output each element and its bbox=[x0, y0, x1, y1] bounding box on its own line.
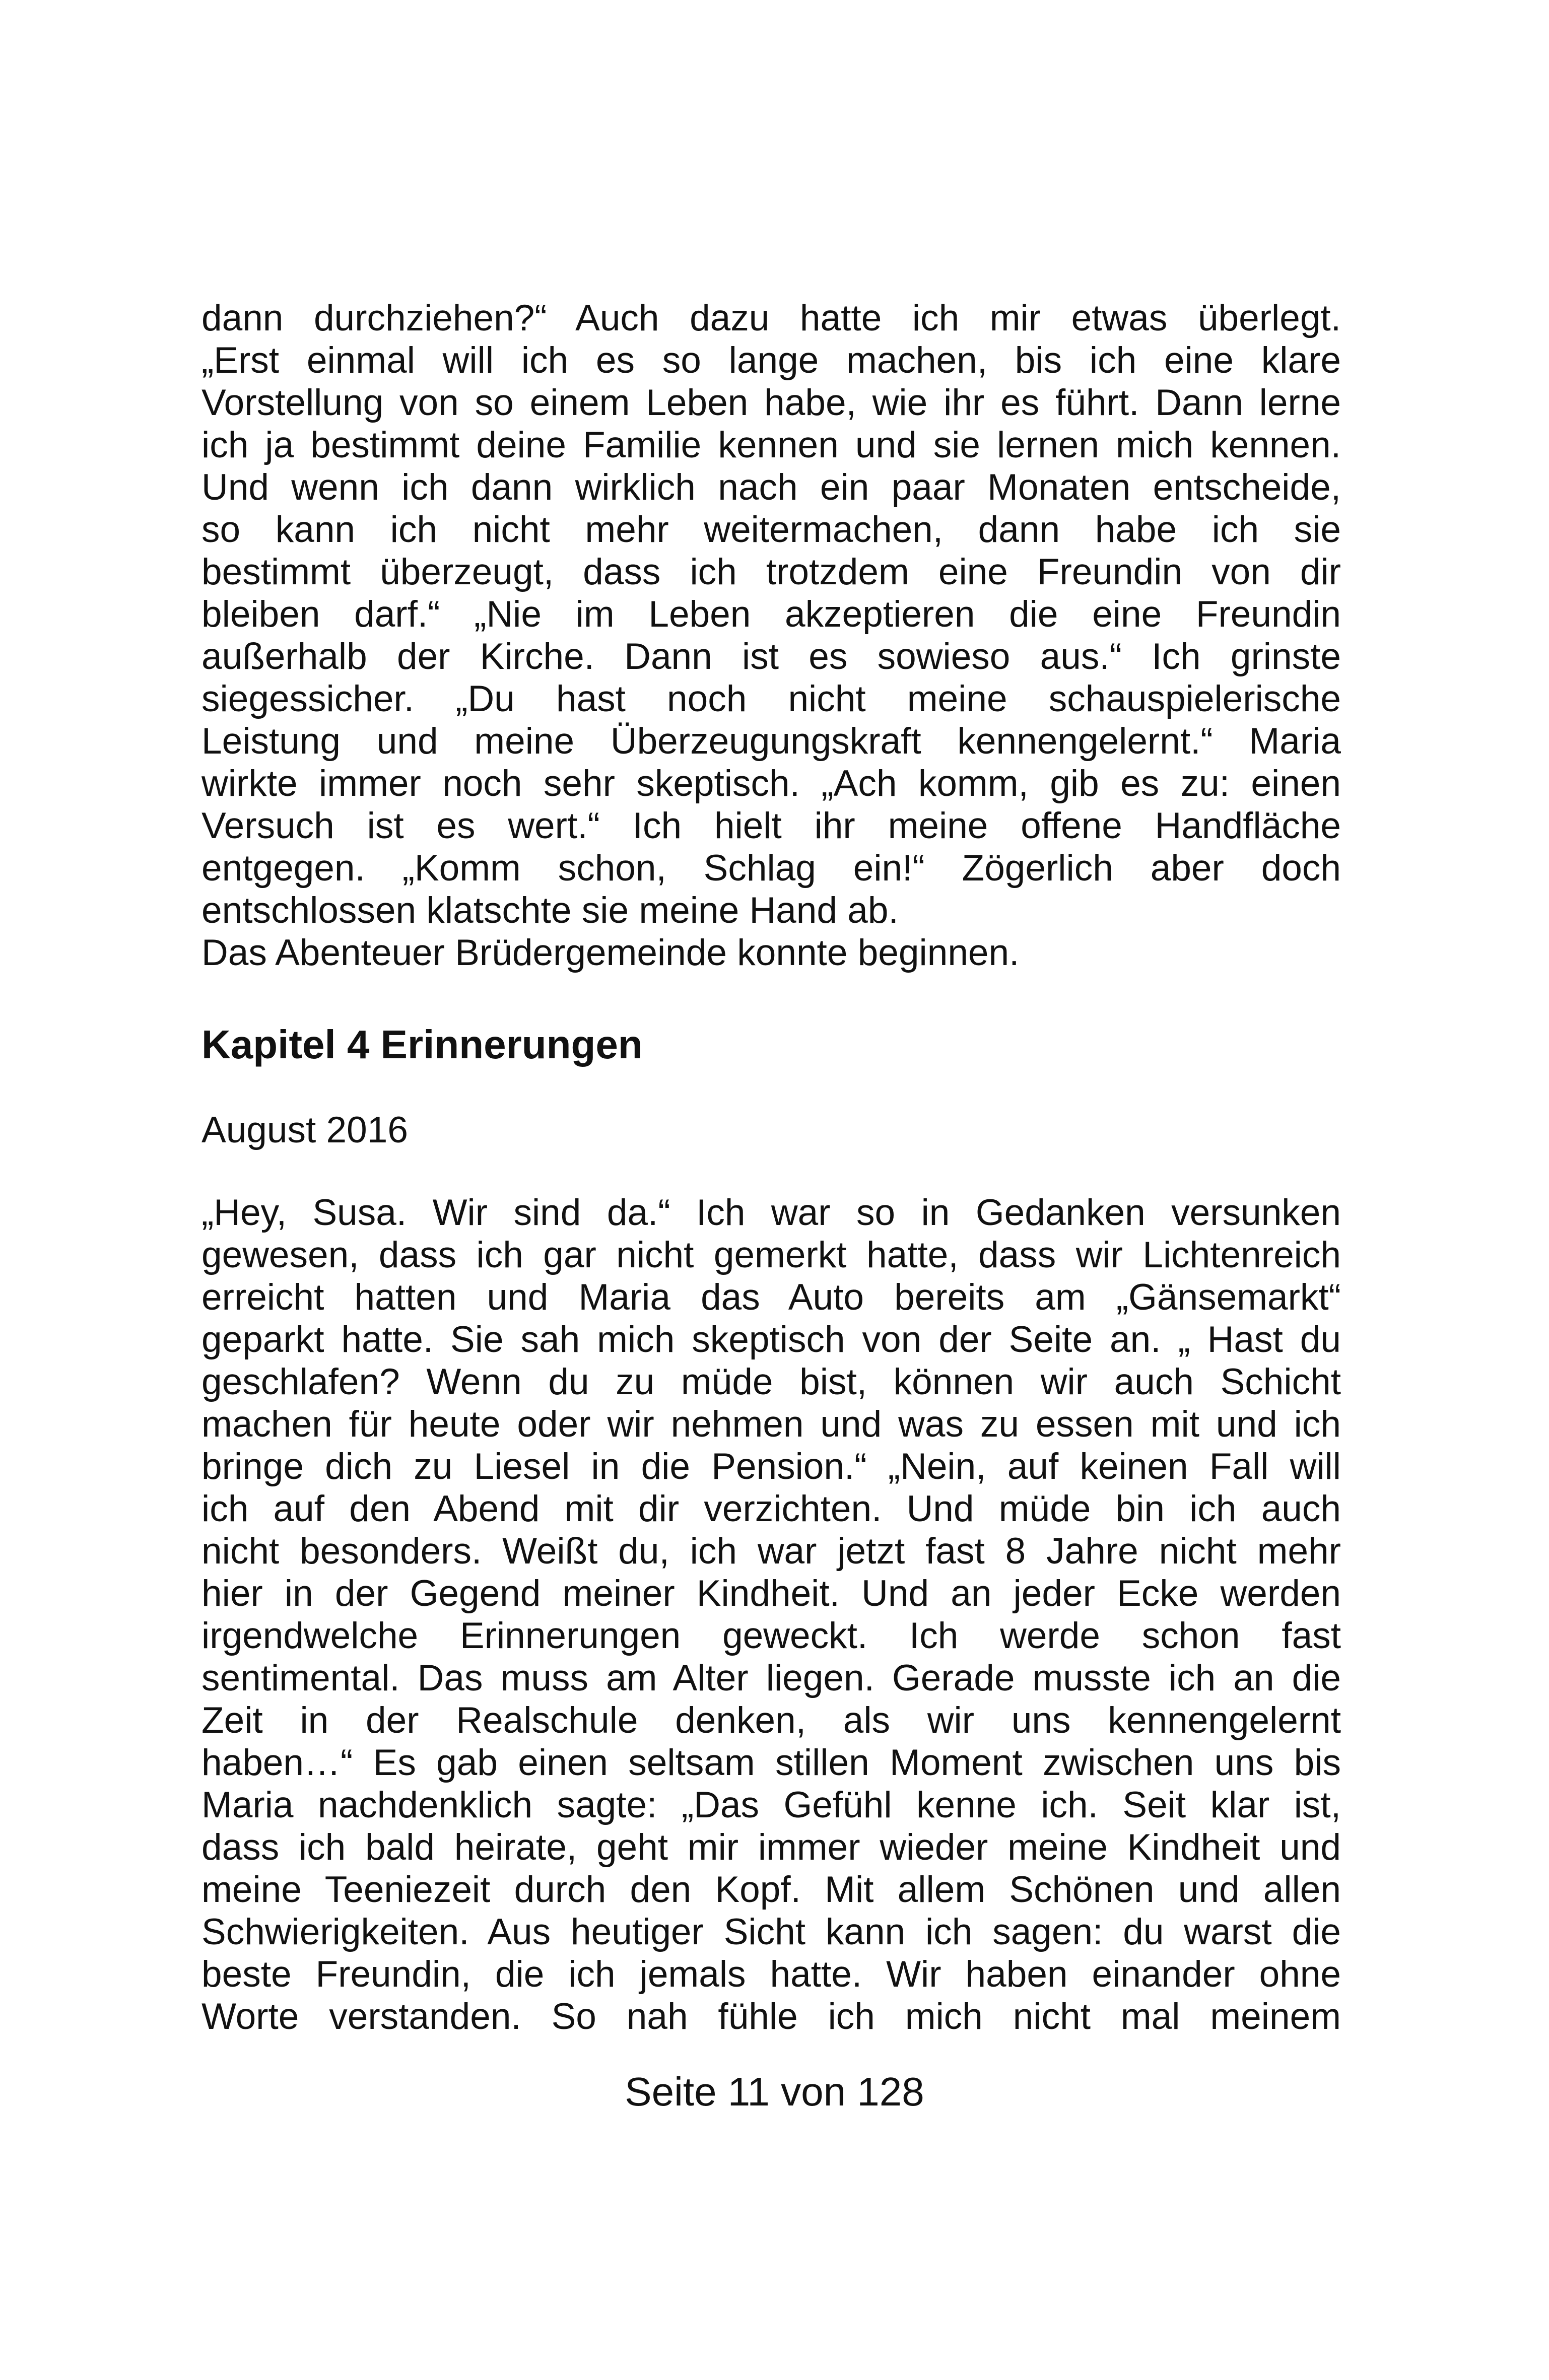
text-line: geschlafen? Wenn du zu müde bist, können wir auch Schicht bbox=[201, 1362, 1341, 1402]
paragraph-closing-line: Das Abenteuer Brüdergemeinde konnte beginnen. bbox=[201, 932, 1020, 973]
text-line: haben…“ Es gab einen seltsam stillen Moment zwischen uns bis bbox=[201, 1742, 1341, 1783]
text-line: „Hey, Susa. Wir sind da.“ Ich war so in Gedanken versunken bbox=[201, 1192, 1341, 1233]
text-line: Maria nachdenklich sagte: „Das Gefühl kenne ich. Seit klar ist, bbox=[201, 1785, 1341, 1825]
text-line: entschlossen klatschte sie meine Hand ab. bbox=[201, 890, 899, 931]
text-line: ich ja bestimmt deine Familie kennen und sie lernen mich kennen. bbox=[201, 425, 1341, 465]
page-number-footer: Seite 11 von 128 bbox=[625, 2069, 924, 2114]
text-line: Schwierigkeiten. Aus heutiger Sicht kann ich sagen: du warst die bbox=[201, 1912, 1341, 1952]
text-line: ich auf den Abend mit dir verzichten. Und müde bin ich auch bbox=[201, 1488, 1341, 1529]
text-line: gewesen, dass ich gar nicht gemerkt hatte, dass wir Lichtenreich bbox=[201, 1235, 1341, 1275]
chapter-heading: Kapitel 4 Erinnerungen bbox=[201, 1022, 643, 1067]
text-line: siegessicher. „Du hast noch nicht meine schauspielerische bbox=[201, 678, 1341, 719]
text-line: wirkte immer noch sehr skeptisch. „Ach komm, gib es zu: einen bbox=[201, 763, 1341, 804]
text-line: Versuch ist es wert.“ Ich hielt ihr meine offene Handfläche bbox=[201, 805, 1341, 846]
text-line: beste Freundin, die ich jemals hatte. Wir haben einander ohne bbox=[201, 1954, 1341, 1995]
text-line: bringe dich zu Liesel in die Pension.“ „Nein, auf keinen Fall will bbox=[201, 1446, 1341, 1487]
chapter-date: August 2016 bbox=[201, 1110, 408, 1150]
paragraph-1 bbox=[201, 297, 1341, 974]
text-line: sentimental. Das muss am Alter liegen. Gerade musste ich an die bbox=[201, 1658, 1341, 1698]
text-line: hier in der Gegend meiner Kindheit. Und an jeder Ecke werden bbox=[201, 1573, 1341, 1614]
text-line: geparkt hatte. Sie sah mich skeptisch von der Seite an. „ Hast du bbox=[201, 1319, 1341, 1360]
text-line: nicht besonders. Weißt du, ich war jetzt fast 8 Jahre nicht mehr bbox=[201, 1531, 1341, 1572]
text-line: machen für heute oder wir nehmen und was zu essen mit und ich bbox=[201, 1404, 1341, 1445]
text-line: dann durchziehen?“ Auch dazu hatte ich mir etwas überlegt. bbox=[201, 298, 1341, 338]
text-line: entgegen. „Komm schon, Schlag ein!“ Zögerlich aber doch bbox=[201, 848, 1341, 889]
text-line: Leistung und meine Überzeugungskraft kennengelernt.“ Maria bbox=[201, 721, 1341, 762]
text-line: so kann ich nicht mehr weitermachen, dann habe ich sie bbox=[201, 509, 1341, 550]
text-line: Und wenn ich dann wirklich nach ein paar Monaten entscheide, bbox=[201, 467, 1341, 508]
text-line: irgendwelche Erinnerungen geweckt. Ich werde schon fast bbox=[201, 1615, 1341, 1656]
paragraph-2 bbox=[201, 1192, 1341, 2038]
text-line: Zeit in der Realschule denken, als wir uns kennengelernt bbox=[201, 1700, 1341, 1741]
text-line: erreicht hatten und Maria das Auto bereits am „Gänsemarkt“ bbox=[201, 1277, 1341, 1318]
text-line: dass ich bald heirate, geht mir immer wieder meine Kindheit und bbox=[201, 1827, 1341, 1868]
page-body bbox=[201, 297, 1341, 2038]
text-line: bestimmt überzeugt, dass ich trotzdem eine Freundin von dir bbox=[201, 552, 1341, 592]
text-line: bleiben darf.“ „Nie im Leben akzeptieren die eine Freundin bbox=[201, 594, 1341, 635]
text-line: Worte verstanden. So nah fühle ich mich nicht mal meinem bbox=[201, 1996, 1341, 2037]
text-line: meine Teeniezeit durch den Kopf. Mit allem Schönen und allen bbox=[201, 1869, 1341, 1910]
text-line: außerhalb der Kirche. Dann ist es sowieso aus.“ Ich grinste bbox=[201, 636, 1341, 677]
text-line: Vorstellung von so einem Leben habe, wie ihr es führt. Dann lerne bbox=[201, 382, 1341, 423]
text-line: „Erst einmal will ich es so lange machen, bis ich eine klare bbox=[201, 340, 1341, 381]
